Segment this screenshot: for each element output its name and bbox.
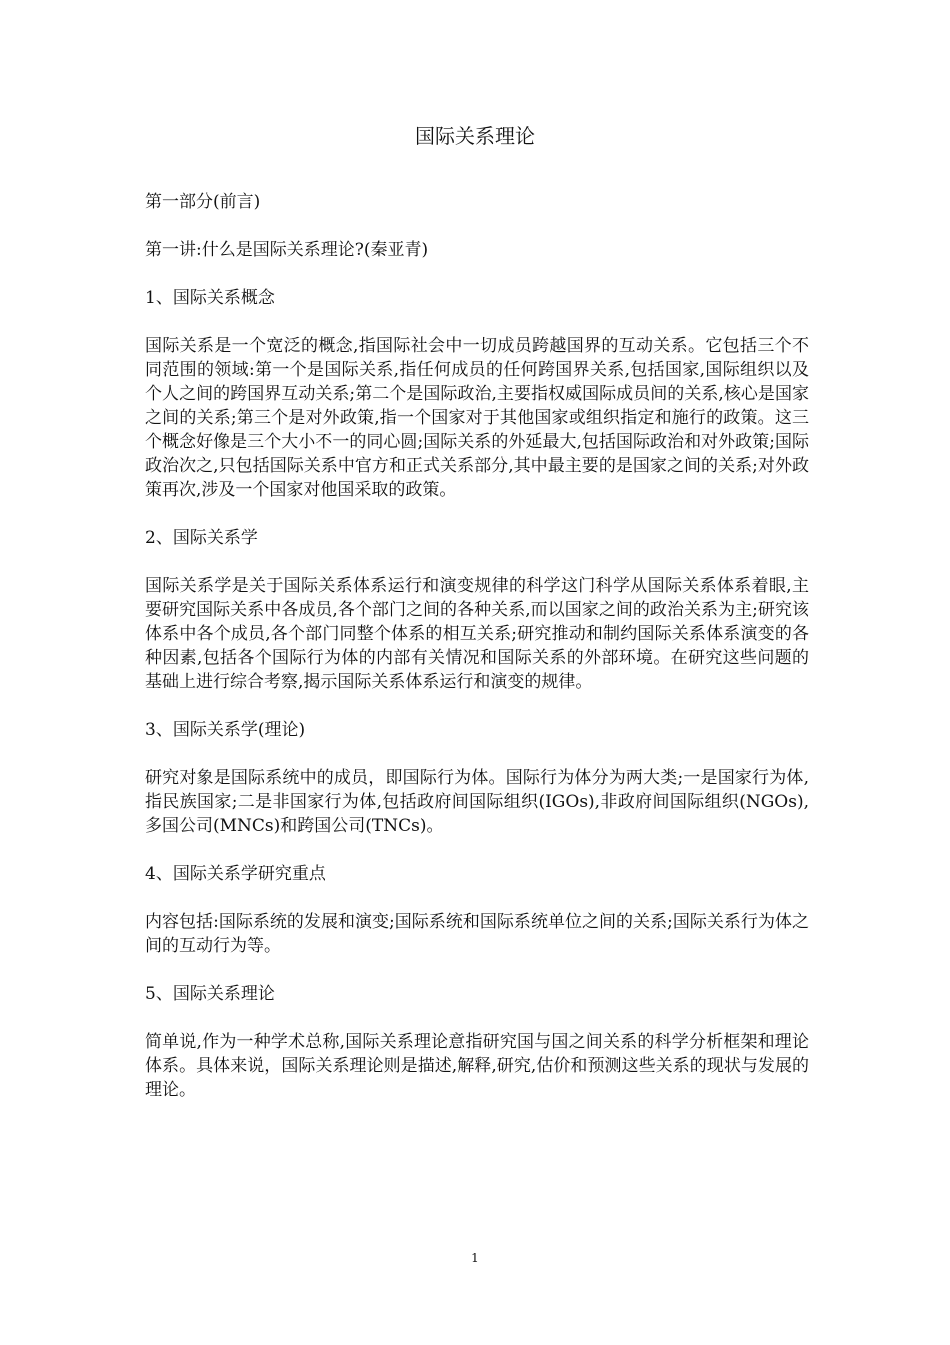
- section-heading-4: 4、国际关系学研究重点: [145, 864, 326, 884]
- section-body-3: 研究对象是国际系统中的成员，即国际行为体。国际行为体分为两大类;一是国家行为体,指民族国家;二是非国家行为体,包括政府间国际组织(IGOs),非政府间国际组织(NGOs),多国公司(MNCs)和跨国公司(TNCs)。: [145, 768, 809, 836]
- section-body-2: 国际关系学是关于国际关系体系运行和演变规律的科学这门科学从国际关系体系着眼,主要研究国际关系中各成员,各个部门之间的各种关系,而以国家之间的政治关系为主;研究该体系中各个成员,各个部门同整个体系的相互关系;研究推动和制约国际关系体系演变的各种因素,包括各个国际行为体的内部有关情况和国际关系的外部环境。在研究这些问题的基础上进行综合考察,揭示国际关系体系运行和演变的规律。: [145, 576, 809, 692]
- document-title: 国际关系理论: [415, 124, 535, 148]
- page-number: 1: [471, 1251, 479, 1265]
- section-title: 第一部分(前言): [145, 192, 261, 212]
- section-heading-2: 2、国际关系学: [145, 528, 258, 548]
- section-heading-1: 1、国际关系概念: [145, 288, 275, 308]
- section-body-4: 内容包括:国际系统的发展和演变;国际系统和国际系统单位之间的关系;国际关系行为体之间的互动行为等。: [145, 912, 809, 956]
- lecture-title: 第一讲:什么是国际关系理论?(秦亚青): [145, 240, 429, 260]
- document-content: [145, 190, 809, 1126]
- section-heading-3: 3、国际关系学(理论): [145, 720, 306, 740]
- section-heading-5: 5、国际关系理论: [145, 984, 275, 1004]
- section-body-5: 简单说,作为一种学术总称,国际关系理论意指研究国与国之间关系的科学分析框架和理论体系。具体来说，国际关系理论则是描述,解释,研究,估价和预测这些关系的现状与发展的理论。: [145, 1032, 809, 1100]
- section-body-1: 国际关系是一个宽泛的概念,指国际社会中一切成员跨越国界的互动关系。它包括三个不同范围的领域:第一个是国际关系,指任何成员的任何跨国界关系,包括国家,国际组织以及个人之间的跨国界互动关系;第二个是国际政治,主要指权威国际成员间的关系,核心是国家之间的关系;第三个是对外政策,指一个国家对于其他国家或组织指定和施行的政策。这三个概念好像是三个大小不一的同心圆;国际关系的外延最大,包括国际政治和对外政策;国际政治次之,只包括国际关系中官方和正式关系部分,其中最主要的是国家之间的关系;对外政策再次,涉及一个国家对他国采取的政策。: [145, 336, 809, 500]
